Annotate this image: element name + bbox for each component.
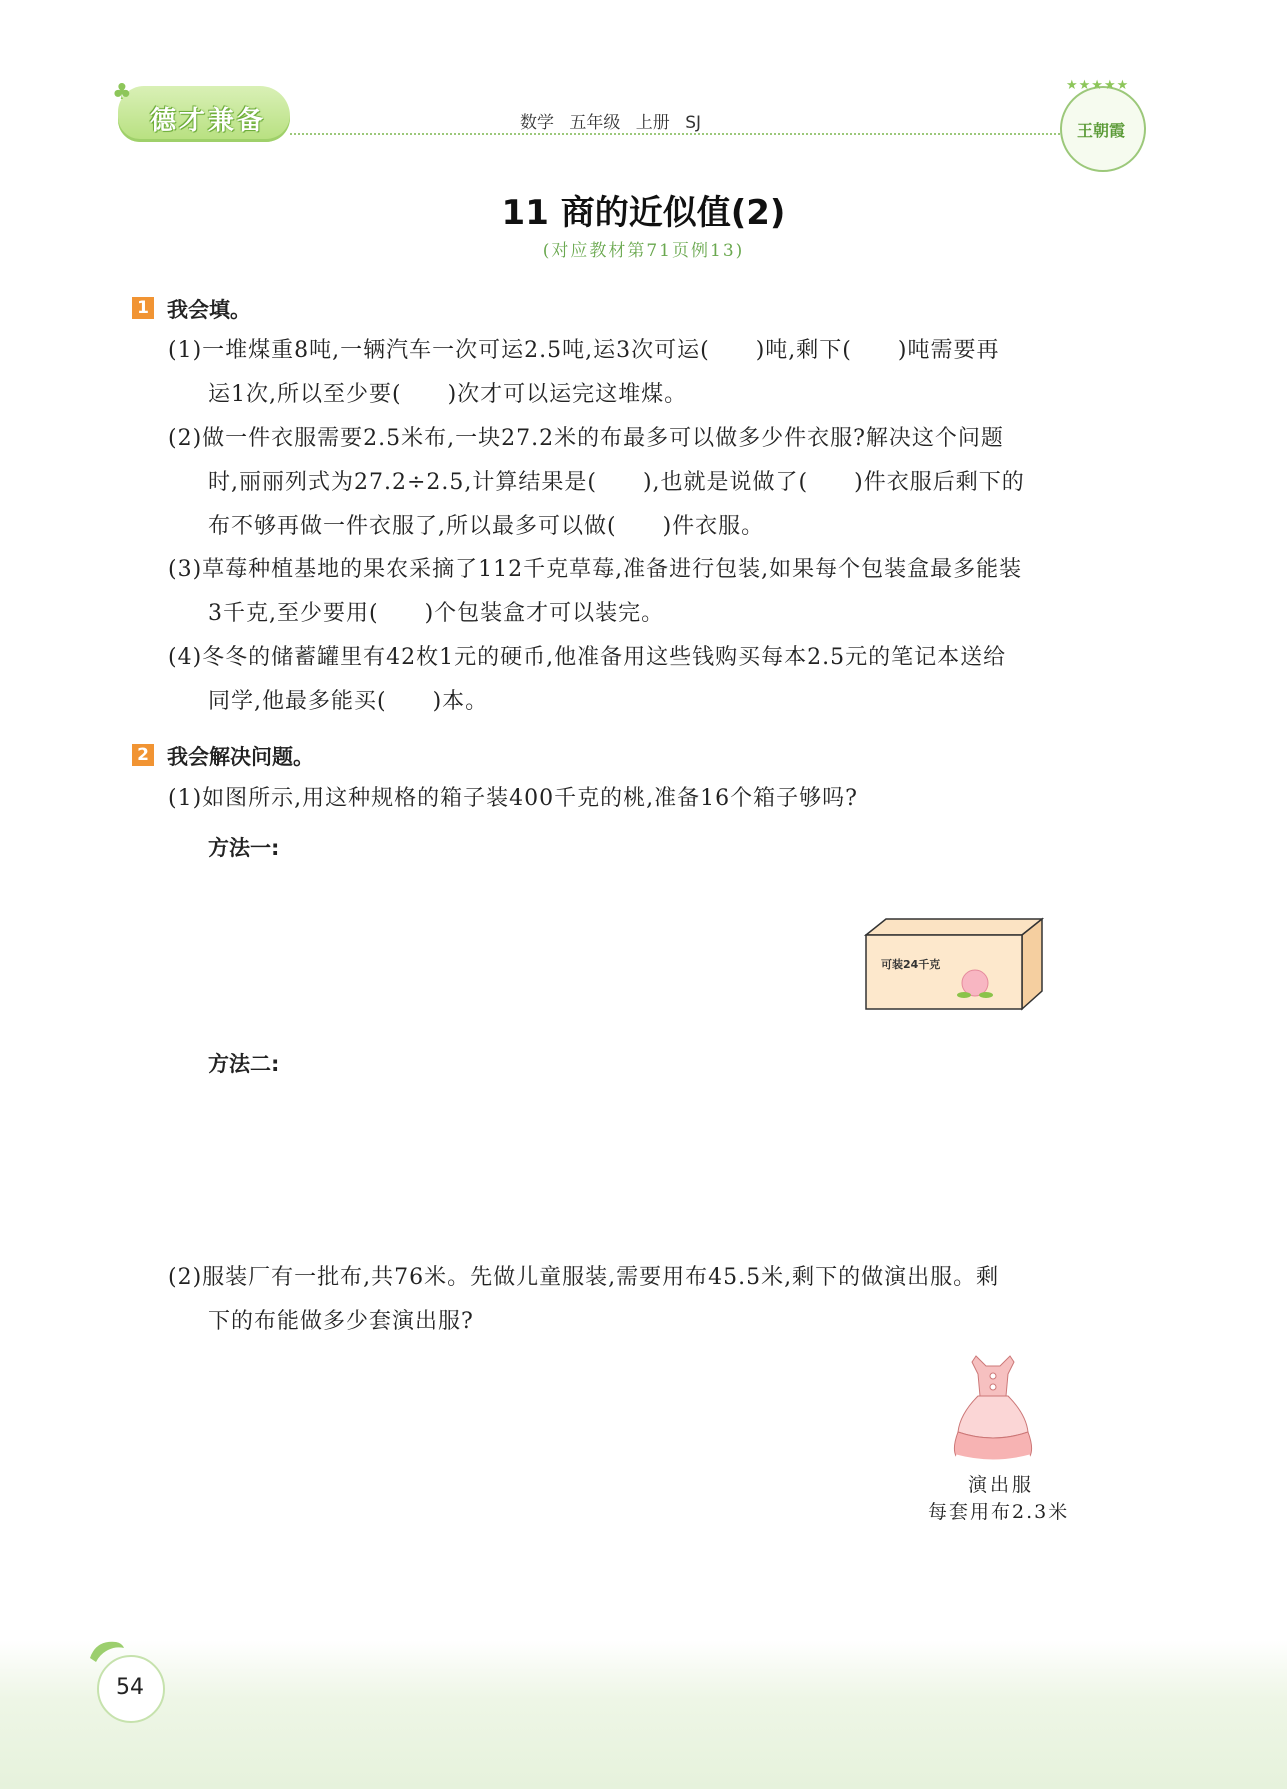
page-number: 54 bbox=[116, 1675, 144, 1700]
section-2-number: 2 bbox=[132, 744, 154, 766]
textbook-reference: (对应教材第71页例13) bbox=[542, 241, 745, 261]
lesson-title: 11 商的近似值(2) bbox=[501, 193, 786, 233]
palm-tree-icon: ♣ bbox=[112, 80, 132, 105]
section-1-number: 1 bbox=[132, 297, 154, 319]
dress-name: 演出服 bbox=[968, 1474, 1035, 1496]
method-one-label: 方法一: bbox=[208, 836, 280, 860]
question-line: (3)草莓种植基地的果农采摘了112千克草莓,准备进行包装,如果每个包装盒最多能装 bbox=[168, 557, 1023, 582]
question-line: 同学,他最多能买( )本。 bbox=[208, 689, 489, 714]
question-line: 3千克,至少要用( )个包装盒才可以装完。 bbox=[208, 601, 665, 626]
question-2-1: (1)如图所示,用这种规格的箱子装400千克的桃,准备16个箱子够吗? bbox=[168, 786, 858, 811]
section-2-title: 我会解决问题。 bbox=[167, 745, 314, 769]
question-1-2 bbox=[168, 417, 1130, 549]
question-line: (1)一堆煤重8吨,一辆汽车一次可运2.5吨,运3次可运( )吨,剩下( )吨需要再 bbox=[168, 338, 1000, 363]
question-1-4 bbox=[168, 636, 1130, 724]
box-capacity-label: 可装24千克 bbox=[881, 958, 941, 971]
subject-info: 数学 五年级 上册 SJ bbox=[520, 113, 702, 133]
question-1-1 bbox=[168, 329, 1130, 417]
badge-text: 王朝霞 bbox=[1077, 121, 1126, 140]
performance-dress-illustration bbox=[948, 1352, 1038, 1464]
brand-logo-text: 德才兼备 bbox=[150, 106, 267, 136]
header-divider bbox=[290, 133, 1060, 135]
question-line: (4)冬冬的储蓄罐里有42枚1元的硬币,他准备用这些钱购买每本2.5元的笔记本送给 bbox=[168, 645, 1007, 670]
section-1-title: 我会填。 bbox=[167, 298, 251, 322]
question-1-3 bbox=[168, 548, 1130, 636]
question-line: 运1次,所以至少要( )次才可以运完这堆煤。 bbox=[208, 382, 688, 407]
footer-background bbox=[0, 1640, 1287, 1789]
question-2-2 bbox=[168, 1256, 1130, 1344]
question-line: 下的布能做多少套演出服? bbox=[208, 1309, 474, 1334]
dress-fabric-note: 每套用布2.3米 bbox=[928, 1501, 1070, 1523]
question-line: 布不够再做一件衣服了,所以最多可以做( )件衣服。 bbox=[208, 514, 765, 539]
badge-stars-icon: ★★★★★ bbox=[1066, 78, 1130, 93]
method-two-label: 方法二: bbox=[208, 1052, 280, 1076]
question-line: (2)做一件衣服需要2.5米布,一块27.2米的布最多可以做多少件衣服?解决这个问题 bbox=[168, 426, 1004, 451]
question-line: 时,丽丽列式为27.2÷2.5,计算结果是( ),也就是说做了( )件衣服后剩下的 bbox=[208, 470, 1025, 495]
question-line: (2)服装厂有一批布,共76米。先做儿童服装,需要用布45.5米,剩下的做演出服。剩 bbox=[168, 1265, 1000, 1290]
